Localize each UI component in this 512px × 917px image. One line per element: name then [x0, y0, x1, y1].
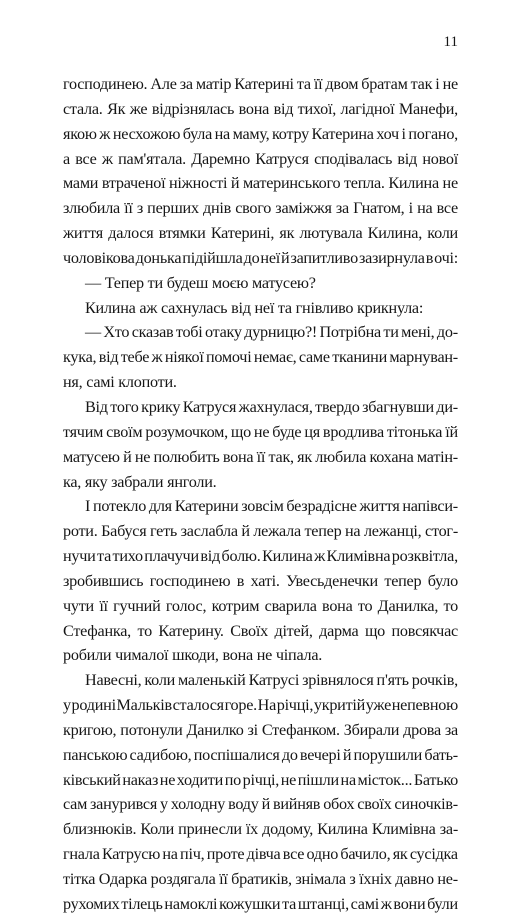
text-line: ня, самі клопоти. [63, 373, 177, 392]
page-number: 11 [443, 34, 458, 50]
text-line: у родині Мальків сталося горе. На річці, укритій уже непевною [63, 696, 458, 715]
text-line: Стефанка, то Катерину. Своїх дітей, дарма що повсякчас [63, 621, 458, 640]
text-line: матусею й не полюбить вона її так, як любила кохана матін- [63, 447, 458, 466]
text-line: — Тепер ти будеш моєю матусею? [85, 273, 316, 292]
text-line: нучи та тихо плачучи від болю. Килина ж Климівна розквітла, [63, 547, 458, 566]
text-line: ківський наказ не ходити по річці, не пішли на місток... Батько [63, 770, 458, 789]
text-line: господинею. Але за матір Катерині та її двом братам так і не [63, 75, 458, 93]
text-line: чути її гучний голос, котрим сварила вона то Данилка, то [63, 596, 458, 615]
text-line: близнюків. Коли принесли їх додому, Килина Климівна за- [63, 820, 458, 839]
text-line: Навесні, коли маленькій Катрусі зрівнялося п'ять рочків, [85, 671, 458, 690]
text-line: якою ж несхожою була на маму, котру Катерина хоч і погано, [63, 124, 458, 143]
text-line: стала. Як же відрізнялась вона від тихої, лагідної Манефи, [63, 99, 458, 118]
text-line: а все ж пам'ятала. Даремно Катруся сподівалась від нової [63, 149, 458, 168]
text-line: ка, яку забрали янголи. [63, 472, 217, 491]
text-line: життя далося втямки Катерині, як лютувала Килина, коли [63, 224, 458, 243]
text-line: Килина аж сахнулась від неї та гнівливо крикнула: [85, 298, 424, 317]
text-line: кригою, потонули Данилко зі Стефанком. Збирали дрова за [63, 720, 458, 739]
text-line: зробившись господинею в хаті. Увесьденечки тепер було [63, 571, 458, 590]
text-line: кука, від тебе ж ніякої помочі немає, саме тканини марнуван- [63, 348, 458, 367]
text-line: Від того крику Катруся жахнулася, твердо збагнувши ди- [85, 397, 458, 416]
text-line: чоловікова донька підійшла до неї й запитливо зазирнула в очі: [63, 248, 458, 267]
text-line: І потекло для Катерини зовсім безрадісне життя напівси- [85, 497, 458, 516]
text-line: панською садибою, поспішалися до вечері й порушили бать- [63, 745, 458, 764]
text-line: тячим своїм розумочком, що не буде ця вродлива тітонька їй [63, 422, 458, 441]
text-line: рухомих тілець намоклі кожушки та штанці, самі ж вони були [63, 894, 458, 913]
text-line: сам занурився у холодну воду й вийняв обох своїх синочків- [63, 795, 458, 814]
text-line: мами втраченої ніжності й материнського тепла. Килина не [63, 174, 458, 193]
text-line: злюбила її з перших днів свого заміжжя за Гнатом, і на все [63, 199, 458, 218]
text-line: робили чималої шкоди, вона не чіпала. [63, 646, 323, 665]
text-line: роти. Бабуся геть заслабла й лежала тепер на лежанці, стог- [63, 522, 458, 541]
body-text [63, 72, 458, 917]
text-line: — Хто сказав тобі отаку дурницю?! Потрібна ти мені, до- [85, 323, 458, 342]
text-line: тітка Одарка роздягала її братиків, знімала з їхніх давно не- [63, 870, 458, 888]
text-line: гнала Катрусю на піч, проте дівча все одно бачило, як сусідка [63, 845, 458, 864]
